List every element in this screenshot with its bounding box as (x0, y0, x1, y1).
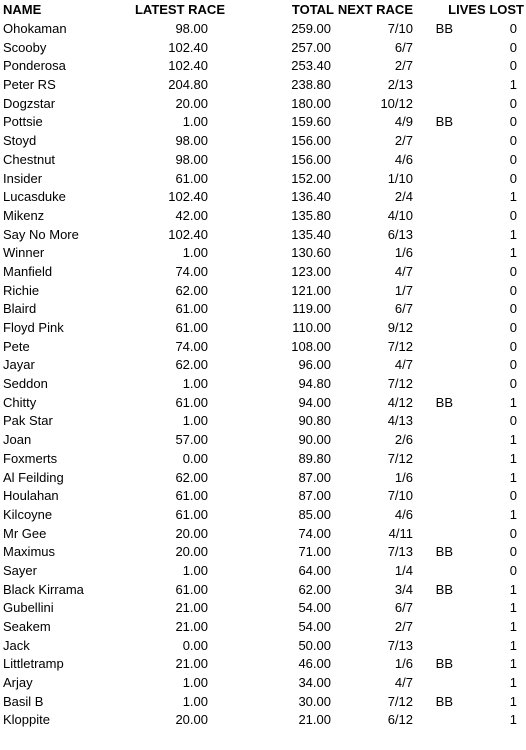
cell-next-race: 2/13 (387, 77, 413, 93)
header-row (0, 0, 526, 20)
cell-next-race: 4/7 (394, 357, 413, 373)
cell-name: Stoyd (3, 133, 37, 149)
cell-lives-lost: 1 (509, 189, 517, 205)
cell-name: Mr Gee (3, 525, 47, 541)
cell-next-race: 4/6 (394, 151, 413, 167)
cell-name: Richie (3, 282, 40, 298)
table-row (0, 655, 526, 674)
cell-lives-lost: 1 (509, 619, 517, 634)
cell-next-race: 1/10 (387, 170, 413, 186)
cell-total: 156.00 (291, 151, 331, 167)
cell-name: Kilcoyne (3, 506, 53, 522)
cell-name: Seakem (3, 619, 51, 634)
cell-lives-lost: 0 (509, 151, 517, 167)
cell-name: Insider (3, 170, 43, 186)
cell-latest-race: 61.00 (175, 301, 208, 317)
cell-total: 238.80 (291, 77, 331, 93)
cell-total: 34.00 (298, 675, 331, 691)
cell-total: 123.00 (291, 263, 331, 279)
table-row (0, 188, 526, 207)
cell-name: Jayar (3, 357, 35, 373)
cell-lives-lost: 0 (509, 170, 517, 186)
cell-next-race: 7/13 (387, 637, 413, 653)
table-row (0, 151, 526, 170)
cell-latest-race: 204.80 (168, 77, 208, 93)
cell-name: Foxmerts (3, 450, 58, 466)
cell-next-race: 6/12 (387, 712, 413, 728)
cell-next-race: 7/12 (387, 450, 413, 466)
cell-next-race: 4/12 (387, 394, 413, 410)
cell-next-race: 4/10 (387, 207, 413, 223)
table-row (0, 469, 526, 488)
cell-lives-lost: 1 (509, 637, 517, 653)
table-row (0, 450, 526, 469)
cell-next-race: 6/7 (394, 301, 413, 317)
cell-lives-lost: 0 (509, 562, 517, 578)
cell-latest-race: 62.00 (175, 469, 208, 485)
cell-total: 87.00 (298, 488, 331, 504)
cell-next-race: 2/7 (394, 133, 413, 149)
cell-total: 46.00 (298, 656, 331, 672)
cell-lives-lost: 0 (509, 413, 517, 429)
table-row (0, 394, 526, 413)
cell-total: 180.00 (291, 95, 331, 111)
cell-latest-race: 21.00 (175, 600, 208, 616)
cell-next-race: 4/6 (394, 506, 413, 522)
cell-next-race: 2/6 (394, 432, 413, 448)
cell-lives-lost: 0 (509, 263, 517, 279)
cell-next-race: 1/6 (394, 656, 413, 672)
table-row (0, 375, 526, 394)
cell-latest-race: 0.00 (182, 637, 208, 653)
cell-name: Al Feilding (3, 469, 64, 485)
cell-next-race: 2/4 (394, 189, 413, 205)
cell-total: 85.00 (298, 506, 331, 522)
cell-lives-lost: 0 (509, 301, 517, 317)
cell-name: Lucasduke (3, 189, 66, 205)
cell-latest-race: 98.00 (175, 133, 208, 149)
cell-lives-lost: 0 (509, 544, 517, 560)
header-lives-lost: LIVES LOST (448, 2, 524, 17)
cell-lives-lost: 1 (509, 506, 517, 522)
table-row (0, 562, 526, 581)
cell-next-race: 6/7 (394, 39, 413, 55)
cell-latest-race: 74.00 (175, 338, 208, 354)
cell-name: Ponderosa (3, 58, 66, 74)
table-row (0, 132, 526, 151)
cell-total: 253.40 (291, 58, 331, 74)
cell-lives-lost: 1 (509, 581, 517, 597)
cell-next-race: 4/7 (394, 263, 413, 279)
cell-lives-lost: 1 (509, 656, 517, 672)
table-body (0, 20, 526, 730)
cell-name: Mikenz (3, 207, 45, 223)
cell-total: 71.00 (298, 544, 331, 560)
cell-total: 121.00 (291, 282, 331, 298)
cell-name: Blaird (3, 301, 37, 317)
cell-lives-lost: 1 (509, 394, 517, 410)
cell-flag: BB (435, 581, 453, 597)
cell-next-race: 4/9 (394, 114, 413, 130)
cell-lives-lost: 0 (509, 338, 517, 354)
cell-flag: BB (435, 544, 453, 560)
cell-total: 74.00 (298, 525, 331, 541)
cell-total: 119.00 (292, 301, 331, 317)
cell-name: Scooby (3, 39, 47, 55)
cell-next-race: 7/12 (387, 693, 413, 709)
cell-next-race: 2/7 (394, 58, 413, 74)
cell-name: Sayer (3, 562, 37, 578)
cell-next-race: 7/12 (387, 338, 413, 354)
cell-total: 135.80 (291, 207, 331, 223)
cell-lives-lost: 0 (509, 282, 517, 298)
table-row (0, 674, 526, 693)
cell-latest-race: 20.00 (175, 95, 208, 111)
header-next-race: NEXT RACE (337, 2, 413, 17)
cell-latest-race: 102.40 (168, 189, 208, 205)
cell-name: Ohokaman (3, 21, 67, 36)
table-row (0, 170, 526, 189)
cell-next-race: 3/4 (394, 581, 413, 597)
cell-next-race: 1/6 (394, 245, 413, 261)
table-row (0, 506, 526, 525)
cell-total: 110.00 (292, 320, 331, 335)
cell-latest-race: 61.00 (175, 506, 208, 522)
cell-next-race: 4/7 (394, 675, 413, 691)
cell-total: 259.00 (291, 21, 331, 36)
cell-total: 54.00 (298, 619, 331, 634)
cell-name: Littletramp (3, 656, 64, 672)
table-row (0, 356, 526, 375)
table-row (0, 20, 526, 39)
header-name: NAME (3, 2, 42, 17)
cell-total: 89.80 (298, 450, 331, 466)
cell-lives-lost: 1 (509, 675, 517, 691)
cell-latest-race: 21.00 (175, 619, 208, 634)
cell-total: 159.60 (291, 114, 331, 130)
cell-next-race: 4/13 (387, 413, 413, 429)
cell-latest-race: 98.00 (175, 21, 208, 36)
cell-name: Manfield (3, 263, 53, 279)
cell-total: 64.00 (298, 562, 331, 578)
cell-latest-race: 21.00 (175, 656, 208, 672)
table-row (0, 319, 526, 338)
cell-name: Maximus (3, 544, 56, 560)
cell-total: 94.00 (298, 394, 331, 410)
cell-latest-race: 1.00 (182, 114, 208, 130)
table-row (0, 39, 526, 58)
table-row (0, 525, 526, 544)
table-row (0, 618, 526, 637)
cell-latest-race: 62.00 (175, 282, 208, 298)
cell-name: Floyd Pink (3, 320, 64, 335)
cell-name: Black Kirrama (3, 581, 84, 597)
cell-next-race: 7/10 (387, 21, 413, 36)
cell-latest-race: 61.00 (175, 320, 208, 335)
cell-lives-lost: 0 (509, 320, 517, 335)
cell-next-race: 7/10 (387, 488, 413, 504)
cell-next-race: 6/7 (394, 600, 413, 616)
cell-latest-race: 98.00 (175, 151, 208, 167)
cell-latest-race: 1.00 (182, 413, 208, 429)
cell-name: Pottsie (3, 114, 43, 130)
table-row (0, 226, 526, 245)
cell-latest-race: 1.00 (182, 562, 208, 578)
cell-latest-race: 20.00 (175, 712, 208, 728)
table-row (0, 711, 526, 730)
cell-lives-lost: 0 (509, 133, 517, 149)
cell-latest-race: 62.00 (175, 357, 208, 373)
cell-next-race: 9/12 (387, 320, 413, 335)
cell-flag: BB (435, 394, 453, 410)
table-row (0, 244, 526, 263)
table-row (0, 282, 526, 301)
cell-total: 108.00 (291, 338, 331, 354)
cell-name: Chitty (3, 394, 37, 410)
cell-lives-lost: 1 (509, 245, 517, 261)
table-row (0, 637, 526, 656)
cell-next-race: 7/12 (387, 376, 413, 392)
table-row (0, 300, 526, 319)
cell-next-race: 10/12 (380, 95, 413, 111)
cell-lives-lost: 0 (509, 21, 517, 36)
cell-lives-lost: 0 (509, 525, 517, 541)
table-row (0, 207, 526, 226)
cell-name: Basil B (3, 693, 44, 709)
table-row (0, 263, 526, 282)
cell-flag: BB (435, 114, 453, 130)
cell-name: Pak Star (3, 413, 53, 429)
cell-lives-lost: 0 (509, 39, 517, 55)
cell-flag: BB (435, 693, 453, 709)
table-row (0, 76, 526, 95)
cell-latest-race: 1.00 (182, 675, 208, 691)
cell-lives-lost: 1 (509, 432, 517, 448)
cell-total: 54.00 (298, 600, 331, 616)
cell-lives-lost: 0 (509, 207, 517, 223)
header-total: TOTAL (291, 2, 334, 17)
cell-lives-lost: 1 (509, 469, 517, 485)
cell-lives-lost: 0 (509, 357, 517, 373)
cell-name: Dogzstar (3, 95, 56, 111)
cell-latest-race: 1.00 (182, 693, 208, 709)
cell-name: Peter RS (3, 77, 56, 93)
cell-next-race: 4/11 (388, 525, 413, 541)
cell-total: 136.40 (291, 189, 331, 205)
cell-latest-race: 102.40 (168, 226, 208, 242)
cell-name: Kloppite (3, 712, 50, 728)
table-row (0, 338, 526, 357)
cell-lives-lost: 1 (509, 77, 517, 93)
cell-latest-race: 102.40 (168, 39, 208, 55)
cell-name: Seddon (3, 376, 48, 392)
cell-latest-race: 1.00 (182, 376, 208, 392)
cell-lives-lost: 0 (509, 58, 517, 74)
cell-latest-race: 20.00 (175, 544, 208, 560)
cell-total: 87.00 (298, 469, 331, 485)
cell-name: Winner (3, 245, 45, 261)
cell-name: Arjay (3, 675, 33, 691)
cell-next-race: 1/4 (394, 562, 413, 578)
cell-total: 94.80 (298, 376, 331, 392)
table-row (0, 693, 526, 712)
cell-latest-race: 61.00 (175, 170, 208, 186)
cell-total: 30.00 (298, 693, 331, 709)
cell-lives-lost: 0 (509, 114, 517, 130)
cell-total: 135.40 (291, 226, 331, 242)
cell-total: 62.00 (298, 581, 331, 597)
header-latest-race: LATEST RACE (134, 2, 225, 17)
cell-flag: BB (435, 21, 453, 36)
cell-next-race: 2/7 (394, 619, 413, 634)
cell-total: 21.00 (298, 712, 331, 728)
cell-next-race: 7/13 (387, 544, 413, 560)
cell-total: 156.00 (291, 133, 331, 149)
cell-latest-race: 61.00 (175, 488, 208, 504)
cell-latest-race: 74.00 (175, 263, 208, 279)
table-row (0, 95, 526, 114)
cell-name: Chestnut (3, 151, 56, 167)
cell-total: 152.00 (291, 170, 331, 186)
cell-total: 96.00 (298, 357, 331, 373)
table-row (0, 487, 526, 506)
table-row (0, 599, 526, 618)
cell-latest-race: 102.40 (168, 58, 208, 74)
cell-total: 50.00 (298, 637, 331, 653)
table-row (0, 543, 526, 562)
cell-latest-race: 20.00 (175, 525, 208, 541)
cell-latest-race: 57.00 (175, 432, 208, 448)
cell-next-race: 6/13 (387, 226, 413, 242)
table-row (0, 412, 526, 431)
cell-lives-lost: 0 (509, 376, 517, 392)
table-row (0, 581, 526, 600)
cell-latest-race: 61.00 (175, 581, 208, 597)
cell-latest-race: 1.00 (182, 245, 208, 261)
table-row (0, 113, 526, 132)
cell-name: Joan (3, 432, 32, 448)
cell-lives-lost: 0 (509, 95, 517, 111)
table-row (0, 431, 526, 450)
cell-total: 257.00 (291, 39, 331, 55)
cell-lives-lost: 1 (509, 693, 517, 709)
cell-name: Pete (3, 338, 30, 354)
cell-total: 90.80 (298, 413, 331, 429)
cell-lives-lost: 1 (509, 450, 517, 466)
cell-lives-lost: 1 (509, 712, 517, 728)
cell-latest-race: 42.00 (175, 207, 208, 223)
cell-flag: BB (435, 656, 453, 672)
cell-name: Jack (3, 637, 30, 653)
cell-latest-race: 0.00 (182, 450, 208, 466)
cell-lives-lost: 1 (509, 600, 517, 616)
cell-lives-lost: 1 (509, 226, 517, 242)
cell-total: 90.00 (298, 432, 331, 448)
table-row (0, 57, 526, 76)
cell-lives-lost: 0 (509, 488, 517, 504)
cell-latest-race: 61.00 (175, 394, 208, 410)
cell-name: Houlahan (3, 488, 59, 504)
cell-name: Gubellini (3, 600, 54, 616)
cell-next-race: 1/7 (394, 282, 413, 298)
cell-next-race: 1/6 (394, 469, 413, 485)
cell-total: 130.60 (291, 245, 331, 261)
cell-name: Say No More (3, 226, 79, 242)
